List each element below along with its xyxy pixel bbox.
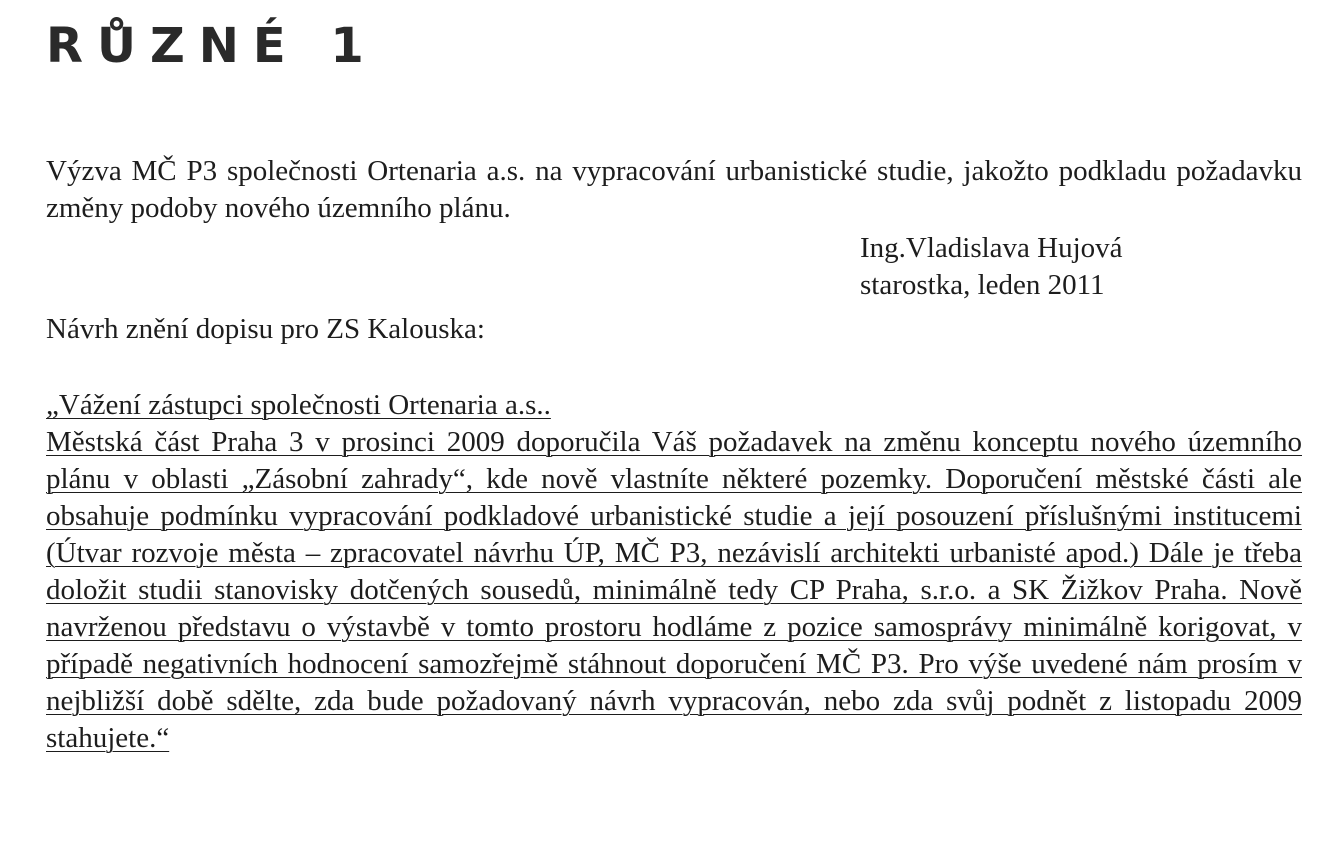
signature-role-date: starostka, leden 2011	[860, 269, 1105, 301]
letter-salutation: „Vážení zástupci společnosti Ortenaria a.s..	[46, 389, 551, 421]
subject-line: Návrh znění dopisu pro ZS Kalouska:	[46, 313, 485, 345]
intro-paragraph: Výzva MČ P3 společnosti Ortenaria a.s. na vypracování urbanistické studie, jakožto podkladu požadavku změny podoby nového územního plánu.	[46, 155, 1302, 224]
letter-draft	[46, 387, 1302, 757]
page-title: RŮZNÉ 1	[46, 18, 378, 74]
signature-name: Ing.Vladislava Hujová	[860, 232, 1123, 264]
letter-body: Městská část Praha 3 v prosinci 2009 doporučila Váš požadavek na změnu konceptu nového územního plánu v oblasti „Zásobní zahrady“, kde nově vlastníte některé pozemky. Doporučení městské části ale obsahuje podmínku vypracování podkladové urbanistické studie a její posouzení příslušnými institucemi (Útvar rozvoje města – zpracovatel návrhu ÚP, MČ P3, nezávislí architekti urbanisté apod.) Dále je třeba doložit studii stanovisky dotčených sousedů, minimálně tedy CP Praha, s.r.o. a SK Žižkov Praha. Nově navrženou představu o výstavbě v tomto prostoru hodláme z pozice samosprávy minimálně korigovat, v případě negativních hodnocení samozřejmě stáhnout doporučení MČ P3. Pro výše uvedené nám prosím v nejbližší době sdělte, zda bude požadovaný návrh vypracován, nebo zda svůj podnět z listopadu 2009 stahujete.“	[46, 426, 1302, 754]
signature-block	[860, 230, 1123, 304]
